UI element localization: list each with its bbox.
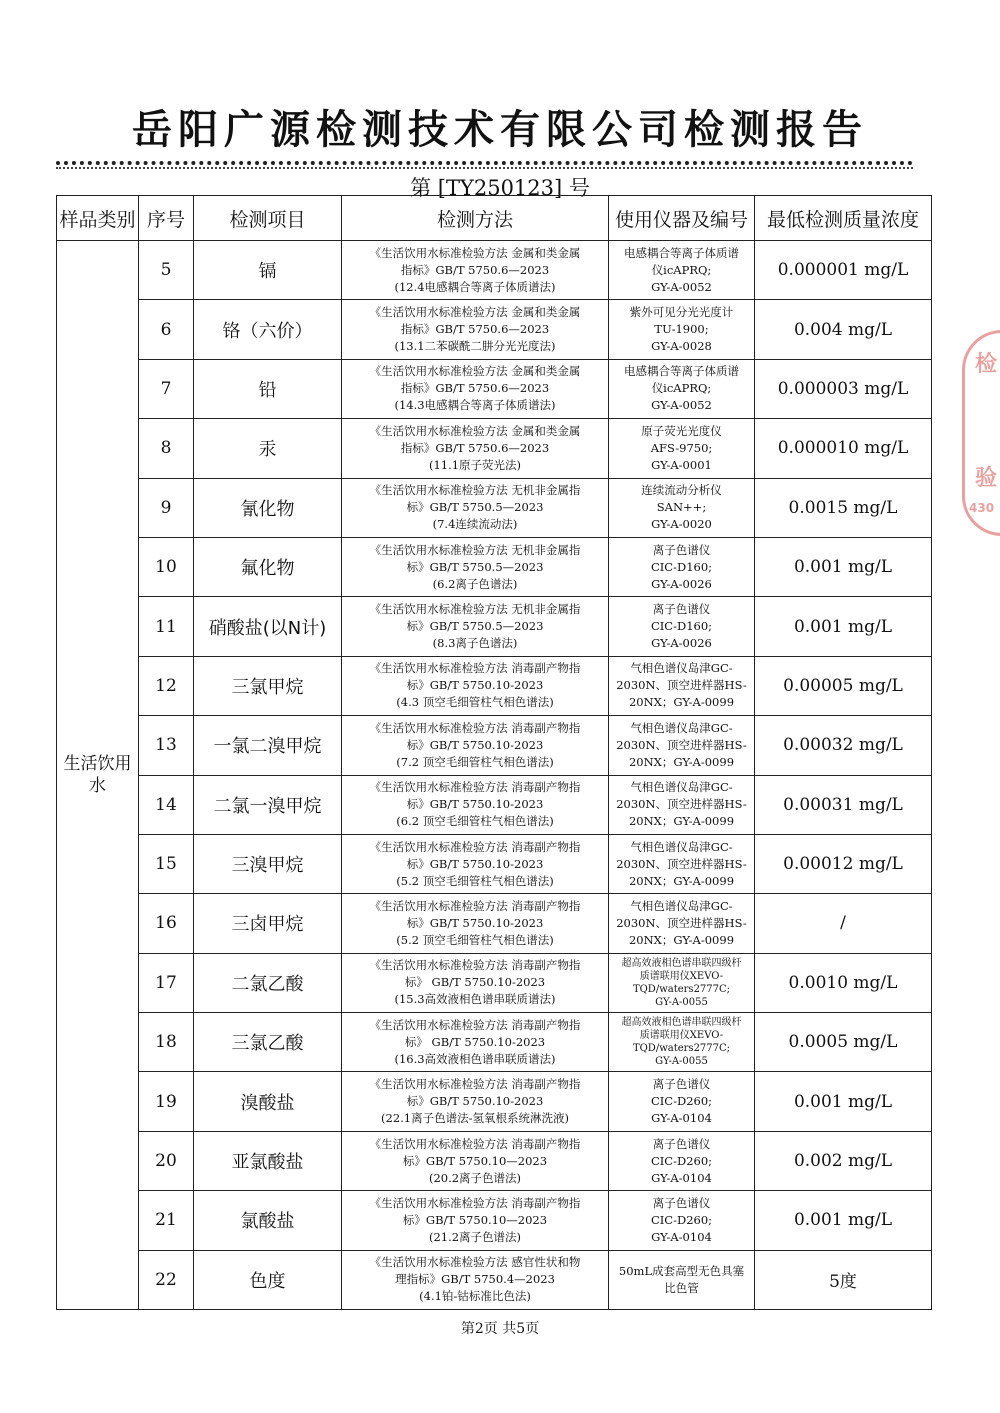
table-row — [57, 894, 932, 953]
instrument-cell — [609, 478, 755, 537]
instrument-line: 50mL成套高型无色具塞 — [618, 1263, 745, 1278]
method-line: 标》GB/T 5750.10-2023 — [406, 737, 544, 752]
instrument-line: 离子色谱仪 — [652, 1077, 711, 1092]
method-line: 指标》GB/T 5750.6—2023 — [400, 322, 550, 337]
method-cell — [342, 834, 609, 893]
seq-cell: 15 — [139, 834, 194, 893]
instrument-line: TQD/waters2777C; — [632, 1043, 731, 1055]
method-line: 《生活饮用水标准检验方法 消毒副产物指 — [369, 720, 581, 735]
table-row — [57, 656, 932, 715]
instrument-cell — [609, 419, 755, 478]
table-row — [57, 300, 932, 359]
method-line: 标》GB/T 5750.10-2023 — [406, 915, 544, 930]
instrument-line: 比色管 — [664, 1280, 699, 1295]
instrument-line: 2030N、顶空进样器HS- — [616, 915, 747, 930]
method-line: 《生活饮用水标准检验方法 金属和类金属 — [369, 423, 581, 438]
method-line: (12.4电感耦合等离子体质谱法) — [394, 279, 556, 294]
instrument-line: GY-A-0055 — [655, 996, 708, 1008]
method-line: 《生活饮用水标准检验方法 消毒副产物指 — [369, 780, 581, 795]
table-row — [57, 1250, 932, 1309]
concentration-cell: / — [755, 894, 932, 953]
instrument-line: CIC-D260; — [650, 1212, 713, 1227]
instrument-line: CIC-D160; — [650, 559, 713, 574]
item-cell: 三氯甲烷 — [194, 656, 342, 715]
instrument-line: SAN++; — [656, 500, 707, 515]
method-cell — [342, 1072, 609, 1131]
concentration-cell: 0.001 mg/L — [755, 597, 932, 656]
seq-cell: 14 — [139, 775, 194, 834]
instrument-line: 20NX；GY-A-0099 — [628, 932, 735, 947]
method-line: 理指标》GB/T 5750.4—2023 — [395, 1272, 555, 1287]
method-line: (5.2 顶空毛细管柱气相色谱法) — [396, 932, 554, 947]
seq-cell: 22 — [139, 1250, 194, 1309]
concentration-cell: 0.001 mg/L — [755, 1191, 932, 1250]
method-line: (7.4连续流动法) — [432, 517, 518, 532]
instrument-line: 离子色谱仪 — [652, 542, 711, 557]
item-cell: 三溴甲烷 — [194, 834, 342, 893]
method-line: 《生活饮用水标准检验方法 消毒副产物指 — [369, 839, 581, 854]
page-number: 第2页 共5页 — [460, 1321, 540, 1337]
instrument-cell — [609, 1072, 755, 1131]
table-row — [57, 775, 932, 834]
instrument-line: 气相色谱仪岛津GC- — [630, 720, 733, 735]
instrument-cell — [609, 241, 755, 300]
instrument-line: 2030N、顶空进样器HS- — [616, 678, 747, 693]
instrument-cell — [609, 894, 755, 953]
table-row — [57, 537, 932, 596]
item-cell: 三卤甲烷 — [194, 894, 342, 953]
concentration-cell: 0.001 mg/L — [755, 537, 932, 596]
title-divider — [56, 161, 913, 165]
concentration-cell: 0.002 mg/L — [755, 1131, 932, 1190]
instrument-line: 2030N、顶空进样器HS- — [616, 797, 747, 812]
instrument-line: CIC-D260; — [650, 1094, 713, 1109]
item-cell: 二氯乙酸 — [194, 953, 342, 1012]
instrument-line: 仪icAPRQ; — [651, 262, 712, 277]
method-line: 标》GB/T 5750.5—2023 — [406, 559, 544, 574]
seq-cell: 11 — [139, 597, 194, 656]
concentration-cell: 0.000001 mg/L — [755, 241, 932, 300]
method-line: 《生活饮用水标准检验方法 消毒副产物指 — [369, 898, 581, 913]
instrument-line: GY-A-0104 — [651, 1229, 712, 1244]
concentration-cell: 0.0005 mg/L — [755, 1013, 932, 1072]
method-line: 《生活饮用水标准检验方法 感官性状和物 — [369, 1255, 581, 1270]
report-number: 第 [TY250123] 号 — [410, 176, 590, 200]
method-cell — [342, 419, 609, 478]
instrument-line: 仪icAPRQ; — [651, 381, 712, 396]
method-cell — [342, 716, 609, 775]
seq-cell: 5 — [139, 241, 194, 300]
item-cell: 亚氯酸盐 — [194, 1131, 342, 1190]
instrument-line: 气相色谱仪岛津GC- — [630, 661, 733, 676]
method-line: 指标》GB/T 5750.6—2023 — [400, 262, 550, 277]
instrument-line: 气相色谱仪岛津GC- — [630, 780, 733, 795]
method-line: 《生活饮用水标准检验方法 无机非金属指 — [369, 483, 581, 498]
method-line: 标》GB/T 5750.10—2023 — [402, 1212, 548, 1227]
instrument-cell — [609, 656, 755, 715]
table-row — [57, 1013, 932, 1072]
method-line: 标》GB/T 5750.10-2023 — [406, 678, 544, 693]
method-line: 《生活饮用水标准检验方法 金属和类金属 — [369, 245, 581, 260]
method-line: 《生活饮用水标准检验方法 无机非金属指 — [369, 602, 581, 617]
method-cell — [342, 478, 609, 537]
concentration-cell: 0.0010 mg/L — [755, 953, 932, 1012]
instrument-line: 20NX；GY-A-0099 — [628, 873, 735, 888]
method-line: (15.3高效液相色谱串联质谱法) — [394, 992, 556, 1007]
item-cell: 汞 — [194, 419, 342, 478]
seq-cell: 10 — [139, 537, 194, 596]
concentration-cell: 0.000003 mg/L — [755, 359, 932, 418]
method-cell — [342, 1131, 609, 1190]
table-row — [57, 716, 932, 775]
method-cell — [342, 775, 609, 834]
instrument-line: 离子色谱仪 — [652, 1136, 711, 1151]
seq-cell: 8 — [139, 419, 194, 478]
seq-cell: 16 — [139, 894, 194, 953]
item-cell: 溴酸盐 — [194, 1072, 342, 1131]
instrument-cell — [609, 300, 755, 359]
instrument-line: 20NX；GY-A-0099 — [628, 754, 735, 769]
instrument-line: 原子荧光光度仪 — [641, 423, 722, 438]
instrument-cell — [609, 359, 755, 418]
instrument-line: 质谱联用仪XEVO- — [639, 970, 724, 982]
item-cell: 一氯二溴甲烷 — [194, 716, 342, 775]
instrument-line: 紫外可见分光光度计 — [629, 305, 734, 320]
table-header-row — [57, 196, 932, 241]
seq-cell: 21 — [139, 1191, 194, 1250]
instrument-line: 电感耦合等离子体质谱 — [624, 364, 739, 379]
concentration-cell: 5度 — [755, 1250, 932, 1309]
test-items-table — [56, 195, 932, 1310]
item-cell: 硝酸盐(以N计) — [194, 597, 342, 656]
method-line: 《生活饮用水标准检验方法 金属和类金属 — [369, 305, 581, 320]
method-line: (16.3高效液相色谱串联质谱法) — [394, 1051, 556, 1066]
instrument-line: GY-A-0026 — [651, 636, 712, 651]
method-line: (11.1原子荧光法) — [428, 457, 522, 472]
method-line: 标》GB/T 5750.5—2023 — [406, 619, 544, 634]
red-seal-stamp — [962, 330, 1000, 536]
instrument-cell — [609, 834, 755, 893]
item-cell: 铬（六价） — [194, 300, 342, 359]
method-line: (20.2离子色谱法) — [428, 1170, 522, 1185]
seq-cell: 20 — [139, 1131, 194, 1190]
concentration-cell: 0.00031 mg/L — [755, 775, 932, 834]
seal-char: 验 — [975, 466, 998, 491]
instrument-line: GY-A-0028 — [651, 339, 712, 354]
method-cell — [342, 597, 609, 656]
instrument-line: GY-A-0052 — [651, 398, 712, 413]
method-cell — [342, 1013, 609, 1072]
col-header-category: 样品类别 — [57, 196, 139, 241]
method-line: 《生活饮用水标准检验方法 无机非金属指 — [369, 542, 581, 557]
instrument-line: GY-A-0104 — [651, 1170, 712, 1185]
item-cell: 氰化物 — [194, 478, 342, 537]
instrument-cell — [609, 597, 755, 656]
method-line: 标》GB/T 5750.10-2023 — [406, 797, 544, 812]
instrument-line: TU-1900; — [654, 322, 709, 337]
instrument-cell — [609, 537, 755, 596]
seq-cell: 7 — [139, 359, 194, 418]
seq-cell: 12 — [139, 656, 194, 715]
method-cell — [342, 241, 609, 300]
method-line: 《生活饮用水标准检验方法 消毒副产物指 — [369, 958, 581, 973]
concentration-cell: 0.00005 mg/L — [755, 656, 932, 715]
table-row — [57, 241, 932, 300]
seq-cell: 6 — [139, 300, 194, 359]
sample-category-cell: 生活饮用水 — [57, 241, 139, 1310]
instrument-line: 20NX；GY-A-0099 — [628, 814, 735, 829]
method-line: (5.2 顶空毛细管柱气相色谱法) — [396, 873, 554, 888]
concentration-cell: 0.00032 mg/L — [755, 716, 932, 775]
table-row — [57, 1131, 932, 1190]
concentration-cell: 0.000010 mg/L — [755, 419, 932, 478]
instrument-line: 连续流动分析仪 — [641, 483, 722, 498]
method-line: 《生活饮用水标准检验方法 消毒副产物指 — [369, 1195, 581, 1210]
instrument-line: GY-A-0026 — [651, 576, 712, 591]
method-line: (21.2离子色谱法) — [428, 1229, 522, 1244]
instrument-cell — [609, 775, 755, 834]
method-line: 《生活饮用水标准检验方法 消毒副产物指 — [369, 1077, 581, 1092]
method-line: 《生活饮用水标准检验方法 消毒副产物指 — [369, 661, 581, 676]
instrument-line: 离子色谱仪 — [652, 1195, 711, 1210]
table-row — [57, 359, 932, 418]
method-line: (6.2 顶空毛细管柱气相色谱法) — [396, 814, 554, 829]
method-line: (4.3 顶空毛细管柱气相色谱法) — [396, 695, 554, 710]
seq-cell: 9 — [139, 478, 194, 537]
method-cell — [342, 1191, 609, 1250]
col-header-instrument: 使用仪器及编号 — [609, 196, 755, 241]
table-row — [57, 1191, 932, 1250]
concentration-cell: 0.004 mg/L — [755, 300, 932, 359]
instrument-line: 2030N、顶空进样器HS- — [616, 856, 747, 871]
instrument-line: AFS-9750; — [650, 440, 713, 455]
title-divider-thin — [56, 167, 913, 169]
instrument-line: 离子色谱仪 — [652, 602, 711, 617]
seq-cell: 18 — [139, 1013, 194, 1072]
method-line: (22.1离子色谱法-氢氧根系统淋洗液) — [381, 1111, 569, 1126]
method-line: 《生活饮用水标准检验方法 消毒副产物指 — [369, 1136, 581, 1151]
method-cell — [342, 656, 609, 715]
item-cell: 铅 — [194, 359, 342, 418]
method-cell — [342, 894, 609, 953]
table-row — [57, 834, 932, 893]
instrument-line: 20NX；GY-A-0099 — [628, 695, 735, 710]
instrument-line: GY-A-0055 — [655, 1056, 708, 1068]
instrument-line: 气相色谱仪岛津GC- — [630, 839, 733, 854]
table-row — [57, 478, 932, 537]
item-cell: 二氯一溴甲烷 — [194, 775, 342, 834]
concentration-cell: 0.0015 mg/L — [755, 478, 932, 537]
method-line: 标》GB/T 5750.10—2023 — [402, 1153, 548, 1168]
instrument-cell — [609, 716, 755, 775]
seq-cell: 13 — [139, 716, 194, 775]
instrument-line: CIC-D160; — [650, 619, 713, 634]
method-cell — [342, 1250, 609, 1309]
item-cell: 三氯乙酸 — [194, 1013, 342, 1072]
item-cell: 镉 — [194, 241, 342, 300]
method-line: (13.1二苯碳酰二肼分光光度法) — [394, 339, 556, 354]
method-line: (7.2 顶空毛细管柱气相色谱法) — [396, 754, 554, 769]
method-cell — [342, 953, 609, 1012]
method-line: 《生活饮用水标准检验方法 金属和类金属 — [369, 364, 581, 379]
col-header-concentration: 最低检测质量浓度 — [755, 196, 932, 241]
instrument-line: CIC-D260; — [650, 1153, 713, 1168]
instrument-line: 超高效液相色谱串联四级杆 — [621, 1017, 742, 1029]
instrument-line: 气相色谱仪岛津GC- — [630, 898, 733, 913]
method-cell — [342, 300, 609, 359]
instrument-line: TQD/waters2777C; — [632, 983, 731, 995]
method-line: 标》GB/T 5750.10-2023 — [406, 856, 544, 871]
instrument-cell — [609, 1250, 755, 1309]
item-cell: 氯酸盐 — [194, 1191, 342, 1250]
instrument-cell — [609, 953, 755, 1012]
method-line: 标》 GB/T 5750.10-2023 — [404, 975, 546, 990]
instrument-line: 2030N、顶空进样器HS- — [616, 737, 747, 752]
table-row — [57, 597, 932, 656]
table-row — [57, 419, 932, 478]
method-line: 指标》GB/T 5750.6—2023 — [400, 381, 550, 396]
method-line: (4.1铂-钴标准比色法) — [419, 1289, 531, 1304]
instrument-cell — [609, 1131, 755, 1190]
seal-char: 430 — [969, 501, 995, 515]
method-line: 指标》GB/T 5750.6—2023 — [400, 440, 550, 455]
item-cell: 氟化物 — [194, 537, 342, 596]
seq-cell: 17 — [139, 953, 194, 1012]
seal-char: 检 — [975, 352, 998, 377]
concentration-cell: 0.001 mg/L — [755, 1072, 932, 1131]
instrument-line: GY-A-0052 — [651, 279, 712, 294]
method-cell — [342, 537, 609, 596]
method-cell — [342, 359, 609, 418]
instrument-cell — [609, 1191, 755, 1250]
method-line: 标》GB/T 5750.5—2023 — [406, 500, 544, 515]
method-line: (6.2离子色谱法) — [432, 576, 518, 591]
method-line: 标》GB/T 5750.10-2023 — [406, 1094, 544, 1109]
instrument-line: 超高效液相色谱串联四级杆 — [621, 957, 742, 969]
method-line: (8.3离子色谱法) — [432, 636, 518, 651]
instrument-line: GY-A-0020 — [651, 517, 712, 532]
method-line: 《生活饮用水标准检验方法 消毒副产物指 — [369, 1017, 581, 1032]
table-row — [57, 1072, 932, 1131]
instrument-cell — [609, 1013, 755, 1072]
instrument-line: GY-A-0104 — [651, 1111, 712, 1126]
col-header-seq: 序号 — [139, 196, 194, 241]
concentration-cell: 0.00012 mg/L — [755, 834, 932, 893]
item-cell: 色度 — [194, 1250, 342, 1309]
report-title: 岳阳广源检测技术有限公司检测报告 — [132, 107, 868, 153]
col-header-method: 检测方法 — [342, 196, 609, 241]
method-line: 标》 GB/T 5750.10-2023 — [404, 1034, 546, 1049]
seq-cell: 19 — [139, 1072, 194, 1131]
method-line: (14.3电感耦合等离子体质谱法) — [394, 398, 556, 413]
instrument-line: 质谱联用仪XEVO- — [639, 1030, 724, 1042]
instrument-line: 电感耦合等离子体质谱 — [624, 245, 739, 260]
table-row — [57, 953, 932, 1012]
instrument-line: GY-A-0001 — [651, 457, 712, 472]
col-header-item: 检测项目 — [194, 196, 342, 241]
